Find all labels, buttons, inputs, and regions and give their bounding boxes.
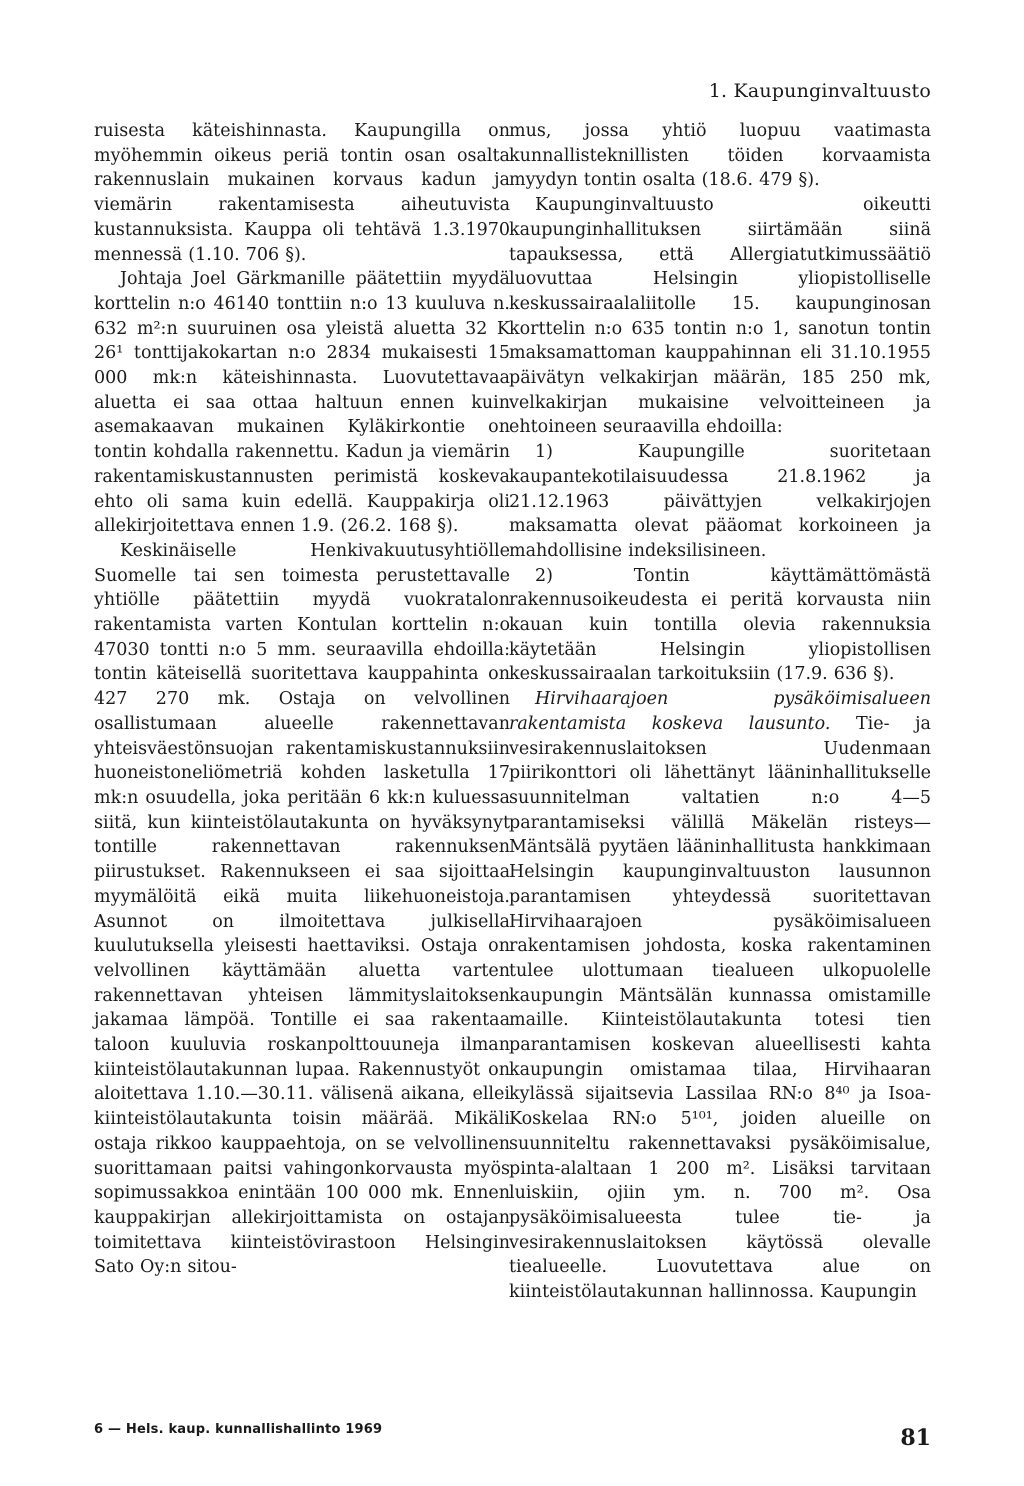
paragraph: mus, jossa yhtiö luopuu vaatimasta kunnallisteknillisten töiden korvaamista myydyn tontin osalta (18.6. 479 §). <box>509 121 931 191</box>
left-column <box>94 119 510 1280</box>
page-number: 81 <box>900 1425 931 1451</box>
right-column <box>509 119 931 1305</box>
running-head: 1. Kaupunginvaltuusto <box>708 80 931 102</box>
paragraph: ruisesta käteishinnasta. Kaupungilla on myöhemmin oikeus periä tontin osan osalta rakennuslain mukainen korvaus kadun ja viemärin rakentamisesta aiheutuvista kustannuksista. Kauppa oli tehtävä 1.3.1970 mennessä (1.10. 706 §). <box>94 121 510 265</box>
numbered-paragraph: 2) Tontin käyttämättömästä rakennusoikeudesta ei peritä korvausta niin kauan kuin tontilla olevia rakennuksia käytetään Helsingin yliopistollisen keskussairaalan tarkoituksiin (17.9. 636 §). <box>509 565 931 685</box>
paragraph: Keskinäiselle Henkivakuutusyhtiölle Suomelle tai sen toimesta perustettavalle yhtiölle päätettiin myydä vuokratalon rakentamista varten Kontulan korttelin n:o 47030 tontti n:o 5 mm. seuraavilla ehdoilla: tontin käteisellä suoritettava kauppahinta on 427 270 mk. Ostaja on velvollinen osallistumaan alueelle rakennettavan yhteisväestönsuojan rakentamiskustannuksiin huoneistoneliömetriä kohden lasketulla 17 mk:n osuudella, joka peritään 6 kk:n kuluessa siitä, kun kiinteistölautakunta on hyväksynyt tontille rakennettavan rakennuksen piirustukset. Rakennukseen ei saa sijoittaa myymälöitä eikä muita liikehuoneistoja. Asunnot on ilmoitettava julkisella kuulutuksella yleisesti haettaviksi. Ostaja on velvollinen käyttämään aluetta varten rakennettavan yhteisen lämmityslaitoksen jakamaa lämpöä. Tontille ei saa rakentaa taloon kuuluvia roskanpolttouuneja ilman kiinteistölautakunnan lupaa. Rakennustyöt on aloitettava 1.10.—30.11. välisenä aikana, ellei kiinteistölautakunta toisin määrää. Mikäli ostaja rikkoo kauppaehtoja, on se velvollinen suorittamaan paitsi vahingonkorvausta myös sopimussakkoa enintään 100 000 mk. Ennen kauppakirjan allekirjoittamista on ostajan toimitettava kiinteistövirastoon Helsingin Sato Oy:n sitou- <box>94 540 510 1278</box>
numbered-paragraph: 1) Kaupungille suoritetaan kaupantekotilaisuudessa 21.8.1962 ja 21.12.1963 päivättyjen velkakirjojen maksamatta olevat pääomat korkoineen ja mahdollisine indeksilisineen. <box>509 442 931 561</box>
footer-signature: 6 — Hels. kaup. kunnallishallinto 1969 <box>94 1422 383 1437</box>
paragraph: Kaupunginvaltuusto oikeutti kaupunginhallituksen siirtämään siinä tapauksessa, että Allergiatutkimussäätiö luovuttaa Helsingin yliopistolliselle keskussairaalaliitolle 15. kaupunginosan korttelin n:o 635 tontin n:o 1, sanotun tontin maksamattoman kauppahinnan eli 31.10.1955 päivätyn velkakirjan määrän, 185 250 mk, velkakirjan mukaisine velvoitteineen ja ehtoineen seuraavilla ehdoilla: <box>509 195 931 438</box>
section-body: Tie- ja vesirakennuslaitoksen Uudenmaan piirikonttori oli lähettänyt lääninhallitukselle suunnitelman valtatien n:o 4—5 parantamiseksi välillä Mäkelän risteys—Mäntsälä pyytäen lääninhallitusta hankkimaan Helsingin kaupunginvaltuuston lausunnon parantamisen yhteydessä suoritettavan Hirvihaarajoen pysäköimisalueen rakentamisen johdosta, koska rakentaminen tulee ulottumaan tiealueen ulkopuolelle kaupungin Mäntsälän kunnassa omistamille maille. Kiinteistölautakunta totesi tien parantamisen koskevan alueellisesti kahta kaupungin omistamaa tilaa, Hirvihaaran kylässä sijaitsevia Lassilaa RN:o 8⁴⁰ ja Isoa-Koskelaa RN:o 5¹⁰¹, joiden alueille on suunniteltu rakennettavaksi pysäköimisalue, pinta-alaltaan 1 200 m². Lisäksi tarvitaan luiskiin, ojiin ym. n. 700 m². Osa pysäköimisalueesta tulee tie- ja vesirakennuslaitoksen käytössä olevalle tiealueelle. Luovutettava alue on kiinteistölautakunnan hallinnossa. Kaupungin <box>509 713 931 1303</box>
section-heading-italic: Hirvihaarajoen pysäköimisalueen rakentamista koskeva lausunto. <box>509 689 931 734</box>
section-paragraph <box>509 687 931 1305</box>
paragraph: Johtaja Joel Gärkmanille päätettiin myydä korttelin n:o 46140 tonttiin n:o 13 kuuluva n. 632 m²:n suuruinen osa yleistä aluetta 32 K 26¹ tonttijakokartan n:o 2834 mukaisesti 15 000 mk:n käteishinnasta. Luovutettavaa aluetta ei saa ottaa haltuun ennen kuin asemakaavan mukainen Kyläkirkontie on tontin kohdalla rakennettu. Kadun ja viemärin rakentamiskustannusten perimistä koskeva ehto oli sama kuin edellä. Kauppakirja oli allekirjoitettava ennen 1.9. (26.2. 168 §). <box>94 269 510 537</box>
